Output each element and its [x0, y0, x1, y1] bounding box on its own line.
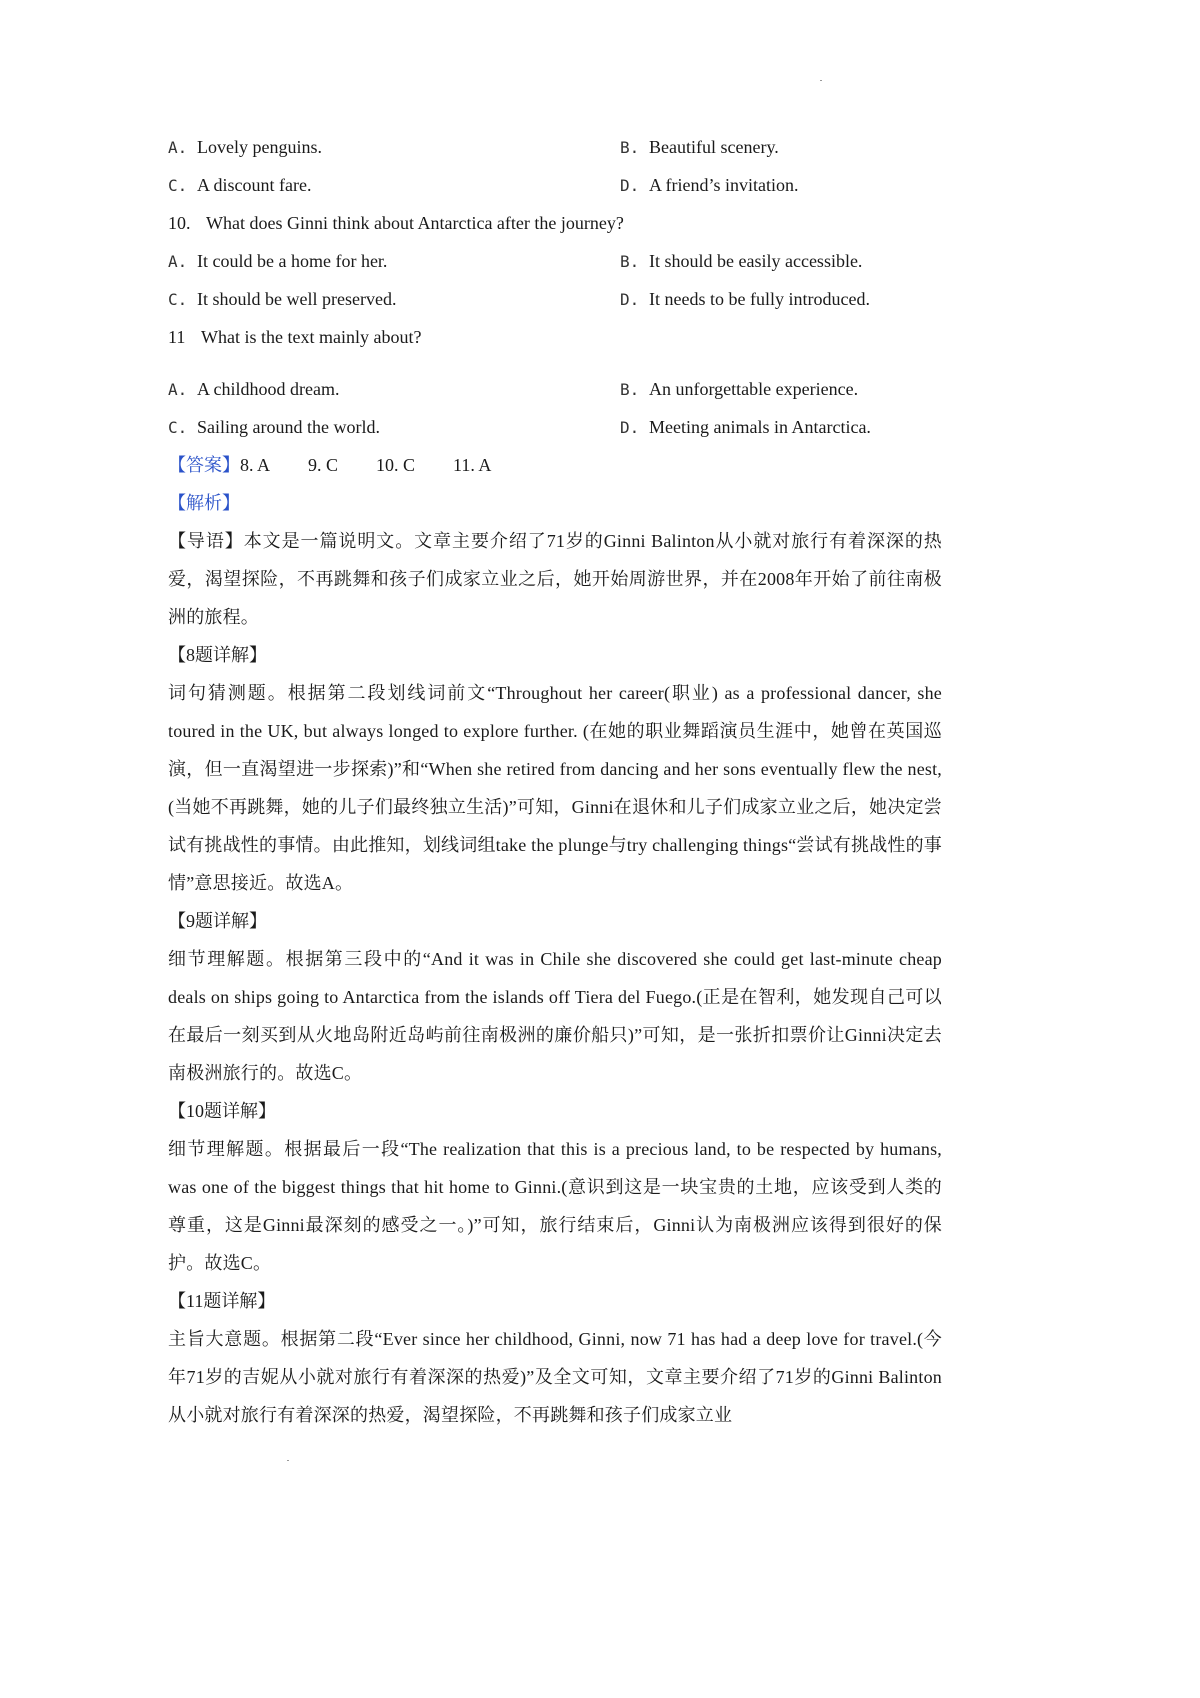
q10-options-row-2 [168, 280, 942, 318]
answer-8: 8. A [240, 455, 271, 475]
spacer [168, 356, 942, 370]
answer-9: 9. C [308, 455, 339, 475]
q11-option-a[interactable]: A. A childhood dream. [168, 379, 340, 399]
answer-label: 【答案】 [168, 455, 240, 475]
q11-option-d[interactable]: D. Meeting animals in Antarctica. [620, 417, 871, 437]
q10-question: 10. What does Ginni think about Antarctica after the journey? [168, 213, 624, 233]
q11-options-row-2 [168, 408, 942, 446]
scan-speck [287, 1460, 289, 1461]
analysis-heading: 【解析】 [168, 493, 240, 513]
intro-text: 本文是一篇说明文。文章主要介绍了71岁的Ginni Balinton从小就对旅行有着深深的热爱，渴望探险，不再跳舞和孩子们成家立业之后，她开始周游世界，并在2008年开始了前往南极洲的旅程。 [168, 531, 942, 627]
document-body [168, 128, 942, 1434]
answer-10: 10. C [376, 455, 416, 475]
q8-detail-text: 词句猜测题。根据第二段划线词前文“Throughout her career(职业) as a professional dancer, she toured in the UK, but always longed to explore further. (在她的职业舞蹈演员生涯中，她曾在英国巡演，但一直渴望进一步探索)”和“When she retired from dancing and her sons eventually flew the nest,(当她不再跳舞，她的儿子们最终独立生活)”可知，Ginni在退休和儿子们成家立业之后，她决定尝试有挑战性的事情。由此推知，划线词组take the plunge与try challenging things“尝试有挑战性的事情”意思接近。故选A。 [168, 683, 942, 893]
q10-option-d[interactable]: D. It needs to be fully introduced. [620, 289, 870, 309]
answer-key [168, 446, 942, 484]
intro-paragraph [168, 522, 942, 636]
q11-detail-text: 主旨大意题。根据第二段“Ever since her childhood, Ginni, now 71 has had a deep love for travel.(今年71岁的吉妮从小就对旅行有着深深的热爱)”及全文可知，文章主要介绍了71岁的Ginni Balinton从小就对旅行有着深深的热爱，渴望探险，不再跳舞和孩子们成家立业 [168, 1329, 942, 1425]
q9-options-row-2 [168, 166, 942, 204]
q11-option-c[interactable]: C. Sailing around the world. [168, 417, 380, 437]
q10-detail-text: 细节理解题。根据最后一段“The realization that this is a precious land, to be respected by humans, was one of the biggest things that hit home to Ginni.(意识到这是一块宝贵的土地，应该受到人类的尊重，这是Ginni最深刻的感受之一。)”可知，旅行结束后，Ginni认为南极洲应该得到很好的保护。故选C。 [168, 1139, 942, 1273]
q9-option-c[interactable]: C. A discount fare. [168, 175, 312, 195]
intro-label: 【导语】 [168, 531, 244, 551]
q10-option-a[interactable]: A. It could be a home for her. [168, 251, 388, 271]
q9-detail-heading: 【9题详解】 [168, 911, 267, 931]
q9-option-d[interactable]: D. A friend’s invitation. [620, 175, 799, 195]
q10-option-c[interactable]: C. It should be well preserved. [168, 289, 397, 309]
q11-option-b[interactable]: B. An unforgettable experience. [620, 379, 859, 399]
q9-detail-text: 细节理解题。根据第三段中的“And it was in Chile she discovered she could get last-minute cheap deals on ships going to Antarctica from the islands off Tiera del Fuego.(正是在智利，她发现自己可以在最后一刻买到从火地岛附近岛屿前往南极洲的廉价船只)”可知，是一张折扣票价让Ginni决定去南极洲旅行的。故选C。 [168, 949, 942, 1083]
q8-detail-heading: 【8题详解】 [168, 645, 267, 665]
q11-detail-heading: 【11题详解】 [168, 1291, 276, 1311]
q9-option-b[interactable]: B. Beautiful scenery. [620, 137, 779, 157]
q10-options-row-1 [168, 242, 942, 280]
scan-speck [820, 80, 822, 81]
q11-options-row-1 [168, 370, 942, 408]
q10-option-b[interactable]: B. It should be easily accessible. [620, 251, 863, 271]
q9-option-a[interactable]: A. Lovely penguins. [168, 137, 322, 157]
q11-question: 11 What is the text mainly about? [168, 327, 422, 347]
answer-11: 11. A [453, 455, 492, 475]
q9-options-row-1 [168, 128, 942, 166]
q10-detail-heading: 【10题详解】 [168, 1101, 276, 1121]
